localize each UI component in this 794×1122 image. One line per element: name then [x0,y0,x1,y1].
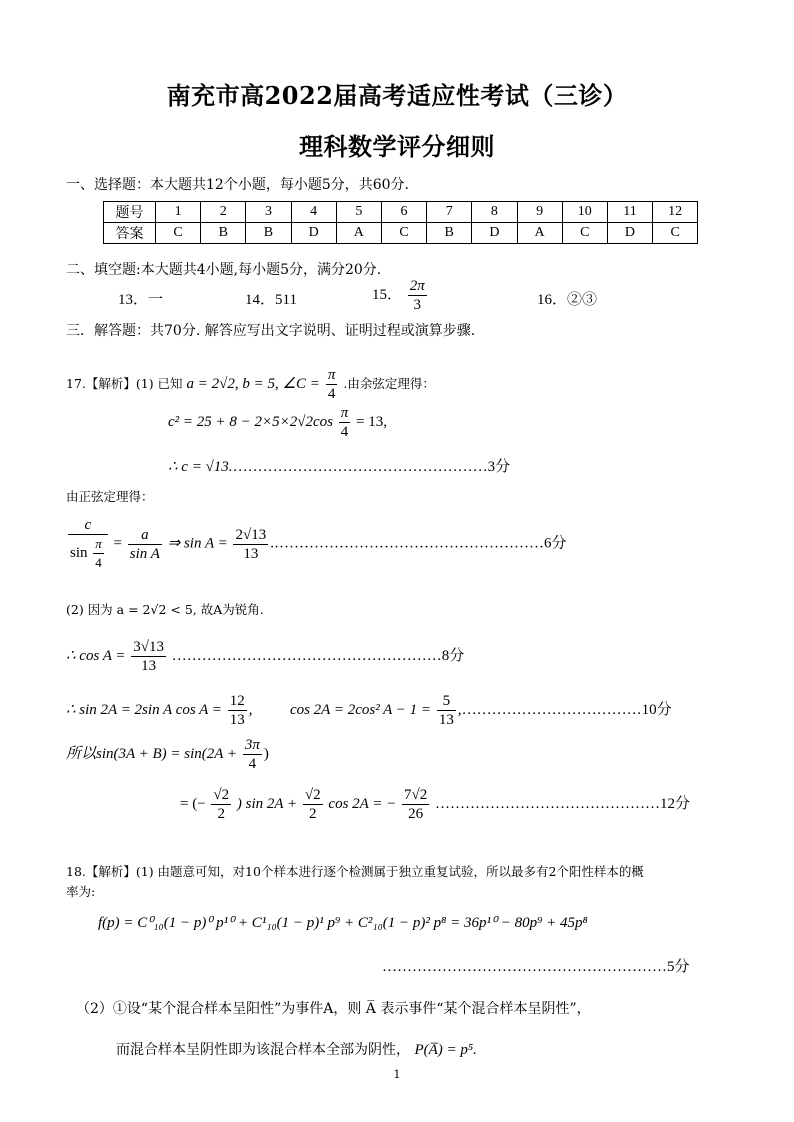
fraction-denominator: 4 [340,424,349,440]
expr-part-c: cos 2A = − [328,795,397,812]
question-number: 11 [607,202,652,223]
answer-cell: D [291,223,336,244]
fraction-denominator: 2 [309,806,317,822]
answer-table-number-row [104,202,698,223]
q17-sine-law-equation: c sin $\frac{\pi}{4}$ = $\frac{a}{\text{sin A}}$ ⇒ sin A = $\frac{2√13}{13}$ .………………………………………………6分 [70,517,567,570]
result-c: ∴ c = √13. [168,459,233,475]
fraction-sqrt2-over-2 [303,786,323,823]
answer-cell: A [336,223,381,244]
section-multiple-choice-heading: 一、选择题：本大题共12个小题，每小题5分，共60分. [66,177,409,193]
section-solutions-heading: 三．解答题：共70分. 解答应写出文字说明、证明过程或演算步骤. [66,323,476,339]
q17-sine-law-label: 由正弦定理得： [66,489,154,504]
score-6: 6分 [543,535,567,552]
q18-part2-line-1: （2）①设“某个混合样本呈阳性”为事件A，则 A̅ 表示事件“某个混合样本呈阴性”， [76,1001,591,1017]
score-10: 10分 [641,701,672,718]
expr-part-b: ) sin 2A + [236,795,298,812]
fraction-denominator: 13 [229,712,245,728]
fraction-numerator: 3√13 [133,639,165,655]
q17-head: 17.【解析】(1) 已知 [66,376,183,391]
fraction-numerator: π [327,367,336,383]
q15-number: 15． [372,286,403,303]
question-number: 2 [201,202,246,223]
fraction-denominator: 3 [413,297,422,313]
table-answer-label: 答案 [104,223,156,244]
fraction-sqrt2-over-2 [211,786,231,823]
q18-score-line [382,955,690,976]
q16-answer: ②③ [567,292,598,308]
score-leader-dots: ……………………………………… [435,795,661,812]
fraction-pi-over-4 [93,535,104,572]
answer-table-answer-row [104,223,698,244]
question-number: 12 [653,202,698,223]
fraction-denominator: sin A [129,545,160,562]
fill-answer-15 [372,277,429,314]
answer-cell: D [607,223,652,244]
fraction-denominator: 13 [438,712,454,728]
answer-cell: C [653,223,698,244]
fraction-numerator: 7√2 [404,787,428,803]
fraction-numerator: 2√13 [235,526,267,543]
fraction-numerator: √2 [213,787,230,803]
page-number: 1 [393,1068,401,1081]
q17-sin-3A-B [66,736,269,773]
q14-answer: 511 [275,292,297,308]
score-5: 5分 [667,959,690,975]
q17-cosA [66,638,464,675]
sin2A-label: ∴ sin 2A = 2sin A cos A = [66,701,222,718]
fraction-numerator: 3π [244,737,260,753]
q18-line-2: 率为: [66,884,96,899]
q13-answer: 一 [148,292,164,308]
answer-cell: B [201,223,246,244]
fill-answer-16 [537,288,597,309]
score-3: 3分 [487,459,511,475]
fraction-denominator: 4 [327,386,336,402]
fill-answer-13 [118,288,163,309]
question-number: 7 [427,202,472,223]
q18-line-1: 18.【解析】(1) 由题意可知，对10个样本进行逐个检测属于独立重复试验，所以最多有2个阳性样本的概 [66,864,644,879]
fraction-pi-over-4 [326,366,338,403]
fraction-pi-over-4 [339,404,351,441]
q18-probability-result: P(A̅) = p⁵. [414,1042,477,1058]
cos2A-label: cos 2A = 2cos² A − 1 = [289,701,432,718]
q18-part2-line-2 [116,1039,477,1059]
expr-part-a: = (− [180,795,206,812]
q14-number: 14． [245,292,276,308]
fraction-denominator: 13 [141,658,157,674]
question-number: 9 [517,202,562,223]
fraction-numerator: 12 [229,693,245,709]
q17-line-given [66,366,435,403]
fraction-numerator: a [128,526,162,545]
answer-cell: B [246,223,291,244]
cosA-label: ∴ cos A = [66,647,126,664]
score-12: 12分 [660,795,691,812]
table-header-label: 题号 [104,202,156,223]
question-number: 10 [562,202,607,223]
page-title: 南充市高2022届高考适应性考试（三诊） [166,81,628,110]
fraction-numerator: π [340,405,349,421]
implies-sinA: ⇒ sin A = [167,535,228,552]
fraction-numerator: √2 [304,787,321,803]
fraction-numerator: 5 [437,692,456,711]
question-number: 5 [336,202,381,223]
q17-tail: .由余弦定理得： [343,376,435,391]
fraction-denominator: 4 [95,555,102,570]
section-fill-in-heading: 二、填空题:本大题共4小题,每小题5分，满分20分. [66,262,382,278]
question-number: 1 [156,202,201,223]
question-number: 6 [381,202,426,223]
fraction-7sqrt2-over-26 [402,786,429,823]
fraction-denominator: 2 [217,806,226,822]
fraction-numerator: 2π [409,278,425,294]
answer-cell: C [156,223,201,244]
question-number: 8 [472,202,517,223]
fraction-denominator: 4 [248,756,257,772]
question-number: 4 [291,202,336,223]
close-paren: ) [263,745,269,762]
q13-number: 13． [118,292,149,308]
answer-cell: D [472,223,517,244]
fraction-sin2A-value [228,692,247,729]
q17-result-c [168,455,510,476]
fraction-denominator: 13 [243,545,259,562]
fraction-a-over-sinA [128,526,162,563]
fraction-numerator: c [68,516,108,535]
fraction-c-over-sin [68,516,108,572]
score-leader-dots: ,……………………………… [457,701,642,718]
eq-right: = 13, [356,413,387,430]
q18-probability-formula: f(p) = C⁰₁₀(1 − p)⁰ p¹⁰ + C¹₁₀(1 − p)¹ p⁹ + C²₁₀(1 − p)² p⁸ = 36p¹⁰ − 80p⁹ + 45p⁸ [98,915,588,931]
q17-sin2A-cos2A: ∴ sin 2A = 2sin A cos A = $\frac{12}{13}$ , cos 2A = 2cos² A − 1 = $\frac{5}{13}$ ,………………………………10分 [66,693,672,728]
q16-number: 16． [537,292,568,308]
q17-final-result [180,786,690,823]
fraction-denominator: 26 [408,806,424,822]
answer-table [103,201,698,244]
eq-left: c² = 25 + 8 − 2×5×2√2cos [168,413,333,430]
q17-given: a = 2√2, b = 5, ∠C = [186,376,320,392]
q18-negative-text: 而混合样本呈阴性即为该混合样本全部为阴性， [116,1042,410,1058]
answer-cell: B [427,223,472,244]
score-leader-dots: …………………………………………… [232,459,488,475]
answer-cell: C [562,223,607,244]
q17-part2-intro: (2) 因为 a = 2√2 < 5, 故A为锐角. [66,602,264,617]
score-8: 8分 [441,647,465,664]
fraction-3pi-over-4 [243,736,262,773]
fraction-cosA-value [131,638,166,675]
q15-answer-fraction [408,277,427,314]
score-leader-dots: .……………………………………………… [270,535,544,552]
fraction-denominator [68,535,108,572]
page-subtitle: 理科数学评分细则 [299,132,495,161]
score-leader-dots: ………………………………………………… [382,959,667,975]
question-number: 3 [246,202,291,223]
answer-cell: A [517,223,562,244]
fraction-sinA-value [233,526,268,563]
fill-answer-14 [245,288,297,309]
score-leader-dots: ……………………………………………… [171,647,442,664]
sin-label: sin [70,544,88,561]
sin-3A-B-label: 所以sin(3A + B) = sin(2A + [66,745,238,762]
answer-cell: C [381,223,426,244]
q17-cosine-law-equation [168,404,387,441]
fraction-cos2A-value [437,692,456,729]
fraction-numerator: π [93,535,104,554]
